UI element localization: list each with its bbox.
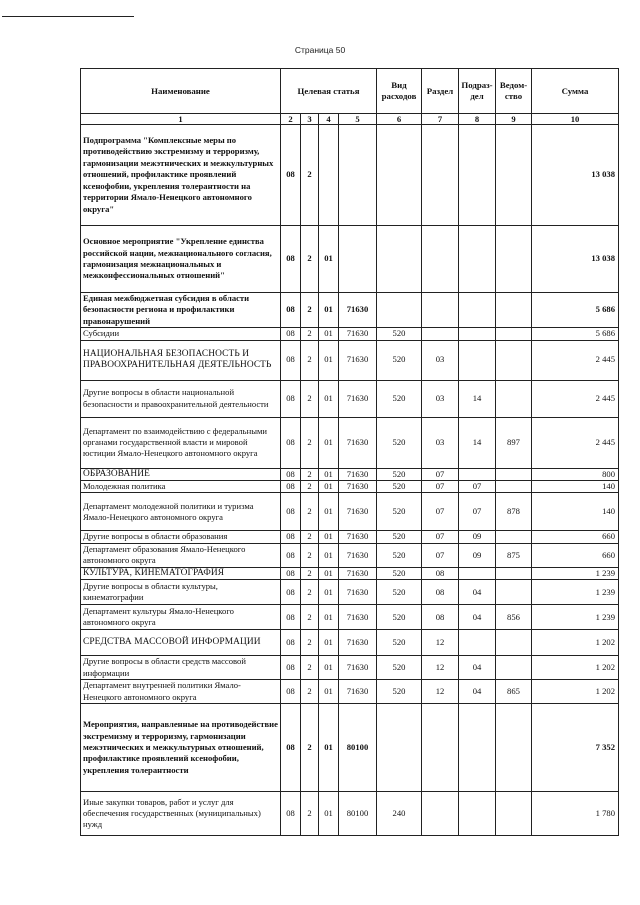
razdel-cell: 03 [422, 417, 459, 468]
vid-cell: 520 [377, 656, 422, 680]
vid-cell: 520 [377, 417, 422, 468]
razdel-cell: 07 [422, 468, 459, 480]
summa-cell: 5 686 [532, 293, 619, 328]
vid-cell: 520 [377, 531, 422, 543]
column-number: 1 [81, 114, 281, 125]
target-part-2: 2 [301, 630, 319, 656]
target-code: 80100 [339, 704, 377, 792]
target-code: 71630 [339, 293, 377, 328]
target-part-1: 08 [281, 567, 301, 579]
razdel-cell: 07 [422, 531, 459, 543]
row-name: Другие вопросы в области национальной безопасности и правоохранительной деятельности [81, 380, 281, 417]
target-part-1: 08 [281, 605, 301, 630]
target-part-2: 2 [301, 293, 319, 328]
target-part-3: 01 [319, 580, 339, 605]
target-code [339, 125, 377, 226]
table-row [81, 493, 619, 531]
vedomstvo-cell [496, 293, 532, 328]
target-part-3: 01 [319, 543, 339, 567]
target-part-1: 08 [281, 630, 301, 656]
summa-cell: 7 352 [532, 704, 619, 792]
target-part-1: 08 [281, 380, 301, 417]
target-part-3: 01 [319, 293, 339, 328]
table-row [81, 630, 619, 656]
header-row [81, 69, 619, 114]
vid-cell [377, 125, 422, 226]
col-vid-header: Вид расходов [377, 69, 422, 114]
podrazdel-cell [459, 704, 496, 792]
vid-cell [377, 226, 422, 293]
column-number: 10 [532, 114, 619, 125]
podrazdel-cell [459, 226, 496, 293]
target-part-3: 01 [319, 380, 339, 417]
col-target-header: Целевая статья [281, 69, 377, 114]
target-part-1: 08 [281, 468, 301, 480]
razdel-cell: 03 [422, 340, 459, 380]
target-code: 71630 [339, 580, 377, 605]
razdel-cell [422, 125, 459, 226]
table-row [81, 704, 619, 792]
summa-cell: 1 780 [532, 792, 619, 836]
target-part-2: 2 [301, 417, 319, 468]
table-row [81, 567, 619, 579]
summa-cell: 2 445 [532, 340, 619, 380]
vedomstvo-cell [496, 328, 532, 340]
vedomstvo-cell: 856 [496, 605, 532, 630]
row-name: Департамент образования Ямало-Ненецкого автономного округа [81, 543, 281, 567]
column-number: 8 [459, 114, 496, 125]
target-code: 71630 [339, 567, 377, 579]
table-row [81, 481, 619, 493]
summa-cell: 2 445 [532, 380, 619, 417]
table-row [81, 380, 619, 417]
table-row [81, 656, 619, 680]
row-name: Основное мероприятие "Укрепление единства российской нации, межнационального согласия, гармонизация межнациональных и межконфессиональных отношений" [81, 226, 281, 293]
summa-cell: 1 202 [532, 656, 619, 680]
target-part-2: 2 [301, 605, 319, 630]
vid-cell: 520 [377, 567, 422, 579]
table-row [81, 125, 619, 226]
summa-cell: 2 445 [532, 417, 619, 468]
target-part-1: 08 [281, 481, 301, 493]
podrazdel-cell [459, 293, 496, 328]
vedomstvo-cell [496, 531, 532, 543]
summa-cell: 1 202 [532, 630, 619, 656]
target-part-3: 01 [319, 792, 339, 836]
col-name-header: Наименование [81, 69, 281, 114]
summa-cell: 140 [532, 481, 619, 493]
vedomstvo-cell [496, 226, 532, 293]
podrazdel-cell [459, 328, 496, 340]
summa-cell: 5 686 [532, 328, 619, 340]
summa-cell: 660 [532, 531, 619, 543]
target-part-1: 08 [281, 792, 301, 836]
razdel-cell: 07 [422, 481, 459, 493]
table-row [81, 328, 619, 340]
table-row [81, 531, 619, 543]
target-part-2: 2 [301, 531, 319, 543]
podrazdel-cell [459, 125, 496, 226]
razdel-cell: 07 [422, 493, 459, 531]
table-row [81, 226, 619, 293]
row-name: Субсидии [81, 328, 281, 340]
column-number: 4 [319, 114, 339, 125]
summa-cell: 1 239 [532, 580, 619, 605]
row-name: Единая межбюджетная субсидия в области безопасности региона и профилактики правонарушений [81, 293, 281, 328]
vid-cell: 520 [377, 630, 422, 656]
vid-cell [377, 704, 422, 792]
target-part-2: 2 [301, 543, 319, 567]
target-code: 71630 [339, 417, 377, 468]
vedomstvo-cell: 878 [496, 493, 532, 531]
summa-cell: 140 [532, 493, 619, 531]
vedomstvo-cell [496, 125, 532, 226]
target-part-3: 01 [319, 328, 339, 340]
target-part-2: 2 [301, 468, 319, 480]
podrazdel-cell: 04 [459, 656, 496, 680]
vid-cell: 520 [377, 605, 422, 630]
target-code: 71630 [339, 531, 377, 543]
col-razdel-header: Раздел [422, 69, 459, 114]
target-code: 71630 [339, 493, 377, 531]
summa-cell: 660 [532, 543, 619, 567]
podrazdel-cell: 04 [459, 605, 496, 630]
table-row [81, 580, 619, 605]
column-number: 3 [301, 114, 319, 125]
column-numbers-row [81, 114, 619, 125]
target-part-3: 01 [319, 226, 339, 293]
target-part-1: 08 [281, 704, 301, 792]
col-podrazdel-header: Подраз-дел [459, 69, 496, 114]
row-name: Молодежная политика [81, 481, 281, 493]
row-name: Другие вопросы в области образования [81, 531, 281, 543]
target-part-3: 01 [319, 493, 339, 531]
razdel-cell: 08 [422, 567, 459, 579]
target-part-1: 08 [281, 417, 301, 468]
target-code: 71630 [339, 468, 377, 480]
podrazdel-cell [459, 792, 496, 836]
target-part-3: 01 [319, 680, 339, 704]
razdel-cell [422, 293, 459, 328]
target-part-1: 08 [281, 226, 301, 293]
target-code: 71630 [339, 656, 377, 680]
vid-cell: 520 [377, 481, 422, 493]
podrazdel-cell [459, 468, 496, 480]
target-code: 71630 [339, 630, 377, 656]
table-row [81, 680, 619, 704]
row-name: Иные закупки товаров, работ и услуг для обеспечения государственных (муниципальных) нужд [81, 792, 281, 836]
podrazdel-cell: 07 [459, 493, 496, 531]
target-code: 71630 [339, 481, 377, 493]
target-part-2: 2 [301, 580, 319, 605]
table-row [81, 605, 619, 630]
razdel-cell: 08 [422, 605, 459, 630]
vedomstvo-cell [496, 656, 532, 680]
target-part-1: 08 [281, 125, 301, 226]
target-part-1: 08 [281, 328, 301, 340]
vedomstvo-cell [496, 380, 532, 417]
target-part-2: 2 [301, 704, 319, 792]
razdel-cell: 08 [422, 580, 459, 605]
table-row [81, 792, 619, 836]
column-number: 6 [377, 114, 422, 125]
target-part-2: 2 [301, 328, 319, 340]
target-part-3: 01 [319, 468, 339, 480]
row-name: КУЛЬТУРА, КИНЕМАТОГРАФИЯ [81, 567, 281, 579]
target-part-2: 2 [301, 792, 319, 836]
target-part-3: 01 [319, 605, 339, 630]
col-vedomstvo-header: Ведом-ство [496, 69, 532, 114]
vedomstvo-cell [496, 340, 532, 380]
table-body [81, 125, 619, 836]
razdel-cell [422, 704, 459, 792]
vid-cell: 520 [377, 380, 422, 417]
target-part-2: 2 [301, 481, 319, 493]
vid-cell: 520 [377, 543, 422, 567]
vedomstvo-cell [496, 704, 532, 792]
vid-cell: 520 [377, 580, 422, 605]
vedomstvo-cell [496, 468, 532, 480]
vid-cell: 520 [377, 493, 422, 531]
target-part-1: 08 [281, 656, 301, 680]
row-name: СРЕДСТВА МАССОВОЙ ИНФОРМАЦИИ [81, 630, 281, 656]
target-part-2: 2 [301, 656, 319, 680]
vid-cell: 520 [377, 340, 422, 380]
podrazdel-cell: 09 [459, 531, 496, 543]
column-number: 7 [422, 114, 459, 125]
vid-cell: 520 [377, 468, 422, 480]
column-number: 2 [281, 114, 301, 125]
podrazdel-cell: 14 [459, 380, 496, 417]
summa-cell: 800 [532, 468, 619, 480]
vid-cell: 240 [377, 792, 422, 836]
table-row [81, 293, 619, 328]
row-name: Подпрограмма "Комплексные меры по противодействию экстремизму и терроризму, гармонизации межэтнических и межкультурных отношений, профилактике проявлений ксенофобии, укрепления толерантности на территории Ямало-Ненецкого автономного округа" [81, 125, 281, 226]
podrazdel-cell [459, 630, 496, 656]
razdel-cell: 03 [422, 380, 459, 417]
summa-cell: 1 239 [532, 605, 619, 630]
target-part-3: 01 [319, 417, 339, 468]
top-rule [2, 16, 134, 17]
razdel-cell: 07 [422, 543, 459, 567]
target-part-3 [319, 125, 339, 226]
razdel-cell: 12 [422, 656, 459, 680]
target-part-3: 01 [319, 567, 339, 579]
target-part-1: 08 [281, 293, 301, 328]
target-code: 71630 [339, 328, 377, 340]
vedomstvo-cell [496, 580, 532, 605]
razdel-cell [422, 328, 459, 340]
table-row [81, 417, 619, 468]
budget-table [80, 68, 619, 836]
target-part-3: 01 [319, 481, 339, 493]
vedomstvo-cell: 875 [496, 543, 532, 567]
target-code: 71630 [339, 680, 377, 704]
target-part-2: 2 [301, 493, 319, 531]
row-name: Департамент внутренней политики Ямало-Ненецкого автономного округа [81, 680, 281, 704]
vid-cell: 520 [377, 328, 422, 340]
podrazdel-cell: 04 [459, 580, 496, 605]
target-part-1: 08 [281, 580, 301, 605]
vedomstvo-cell [496, 481, 532, 493]
podrazdel-cell: 04 [459, 680, 496, 704]
vedomstvo-cell: 865 [496, 680, 532, 704]
target-part-1: 08 [281, 493, 301, 531]
razdel-cell: 12 [422, 630, 459, 656]
razdel-cell: 12 [422, 680, 459, 704]
target-part-3: 01 [319, 704, 339, 792]
podrazdel-cell [459, 340, 496, 380]
podrazdel-cell: 14 [459, 417, 496, 468]
target-part-1: 08 [281, 531, 301, 543]
column-number: 5 [339, 114, 377, 125]
target-part-3: 01 [319, 531, 339, 543]
vedomstvo-cell: 897 [496, 417, 532, 468]
row-name: ОБРАЗОВАНИЕ [81, 468, 281, 480]
target-code: 71630 [339, 340, 377, 380]
table-row [81, 468, 619, 480]
summa-cell: 13 038 [532, 226, 619, 293]
column-number: 9 [496, 114, 532, 125]
target-part-2: 2 [301, 226, 319, 293]
target-part-2: 2 [301, 125, 319, 226]
target-part-1: 08 [281, 543, 301, 567]
vedomstvo-cell [496, 567, 532, 579]
podrazdel-cell: 07 [459, 481, 496, 493]
row-name: Другие вопросы в области культуры, кинематографии [81, 580, 281, 605]
target-part-2: 2 [301, 380, 319, 417]
vid-cell: 520 [377, 680, 422, 704]
target-part-1: 08 [281, 340, 301, 380]
target-part-1: 08 [281, 680, 301, 704]
row-name: Департамент по взаимодействию с федеральными органами государственной власти и мировой юстиции Ямало-Ненецкого автономного округа [81, 417, 281, 468]
target-part-2: 2 [301, 340, 319, 380]
target-part-3: 01 [319, 340, 339, 380]
target-code: 71630 [339, 605, 377, 630]
row-name: НАЦИОНАЛЬНАЯ БЕЗОПАСНОСТЬ И ПРАВООХРАНИТЕЛЬНАЯ ДЕЯТЕЛЬНОСТЬ [81, 340, 281, 380]
vedomstvo-cell [496, 792, 532, 836]
summa-cell: 1 239 [532, 567, 619, 579]
target-part-3: 01 [319, 630, 339, 656]
target-code [339, 226, 377, 293]
target-code: 71630 [339, 543, 377, 567]
vid-cell [377, 293, 422, 328]
row-name: Мероприятия, направленные на противодействие экстремизму и терроризму, гармонизации межэтнических и межкультурных отношений, профилактике проявлений ксенофобии, укрепления толерантности [81, 704, 281, 792]
target-part-2: 2 [301, 567, 319, 579]
page-header: Страница 50 [294, 45, 346, 55]
target-part-2: 2 [301, 680, 319, 704]
vedomstvo-cell [496, 630, 532, 656]
table-row [81, 340, 619, 380]
podrazdel-cell [459, 567, 496, 579]
row-name: Департамент культуры Ямало-Ненецкого автономного округа [81, 605, 281, 630]
razdel-cell [422, 226, 459, 293]
target-code: 80100 [339, 792, 377, 836]
target-code: 71630 [339, 380, 377, 417]
table-row [81, 543, 619, 567]
summa-cell: 13 038 [532, 125, 619, 226]
row-name: Департамент молодежной политики и туризма Ямало-Ненецкого автономного округа [81, 493, 281, 531]
summa-cell: 1 202 [532, 680, 619, 704]
podrazdel-cell: 09 [459, 543, 496, 567]
razdel-cell [422, 792, 459, 836]
row-name: Другие вопросы в области средств массовой информации [81, 656, 281, 680]
col-summa-header: Сумма [532, 69, 619, 114]
target-part-3: 01 [319, 656, 339, 680]
